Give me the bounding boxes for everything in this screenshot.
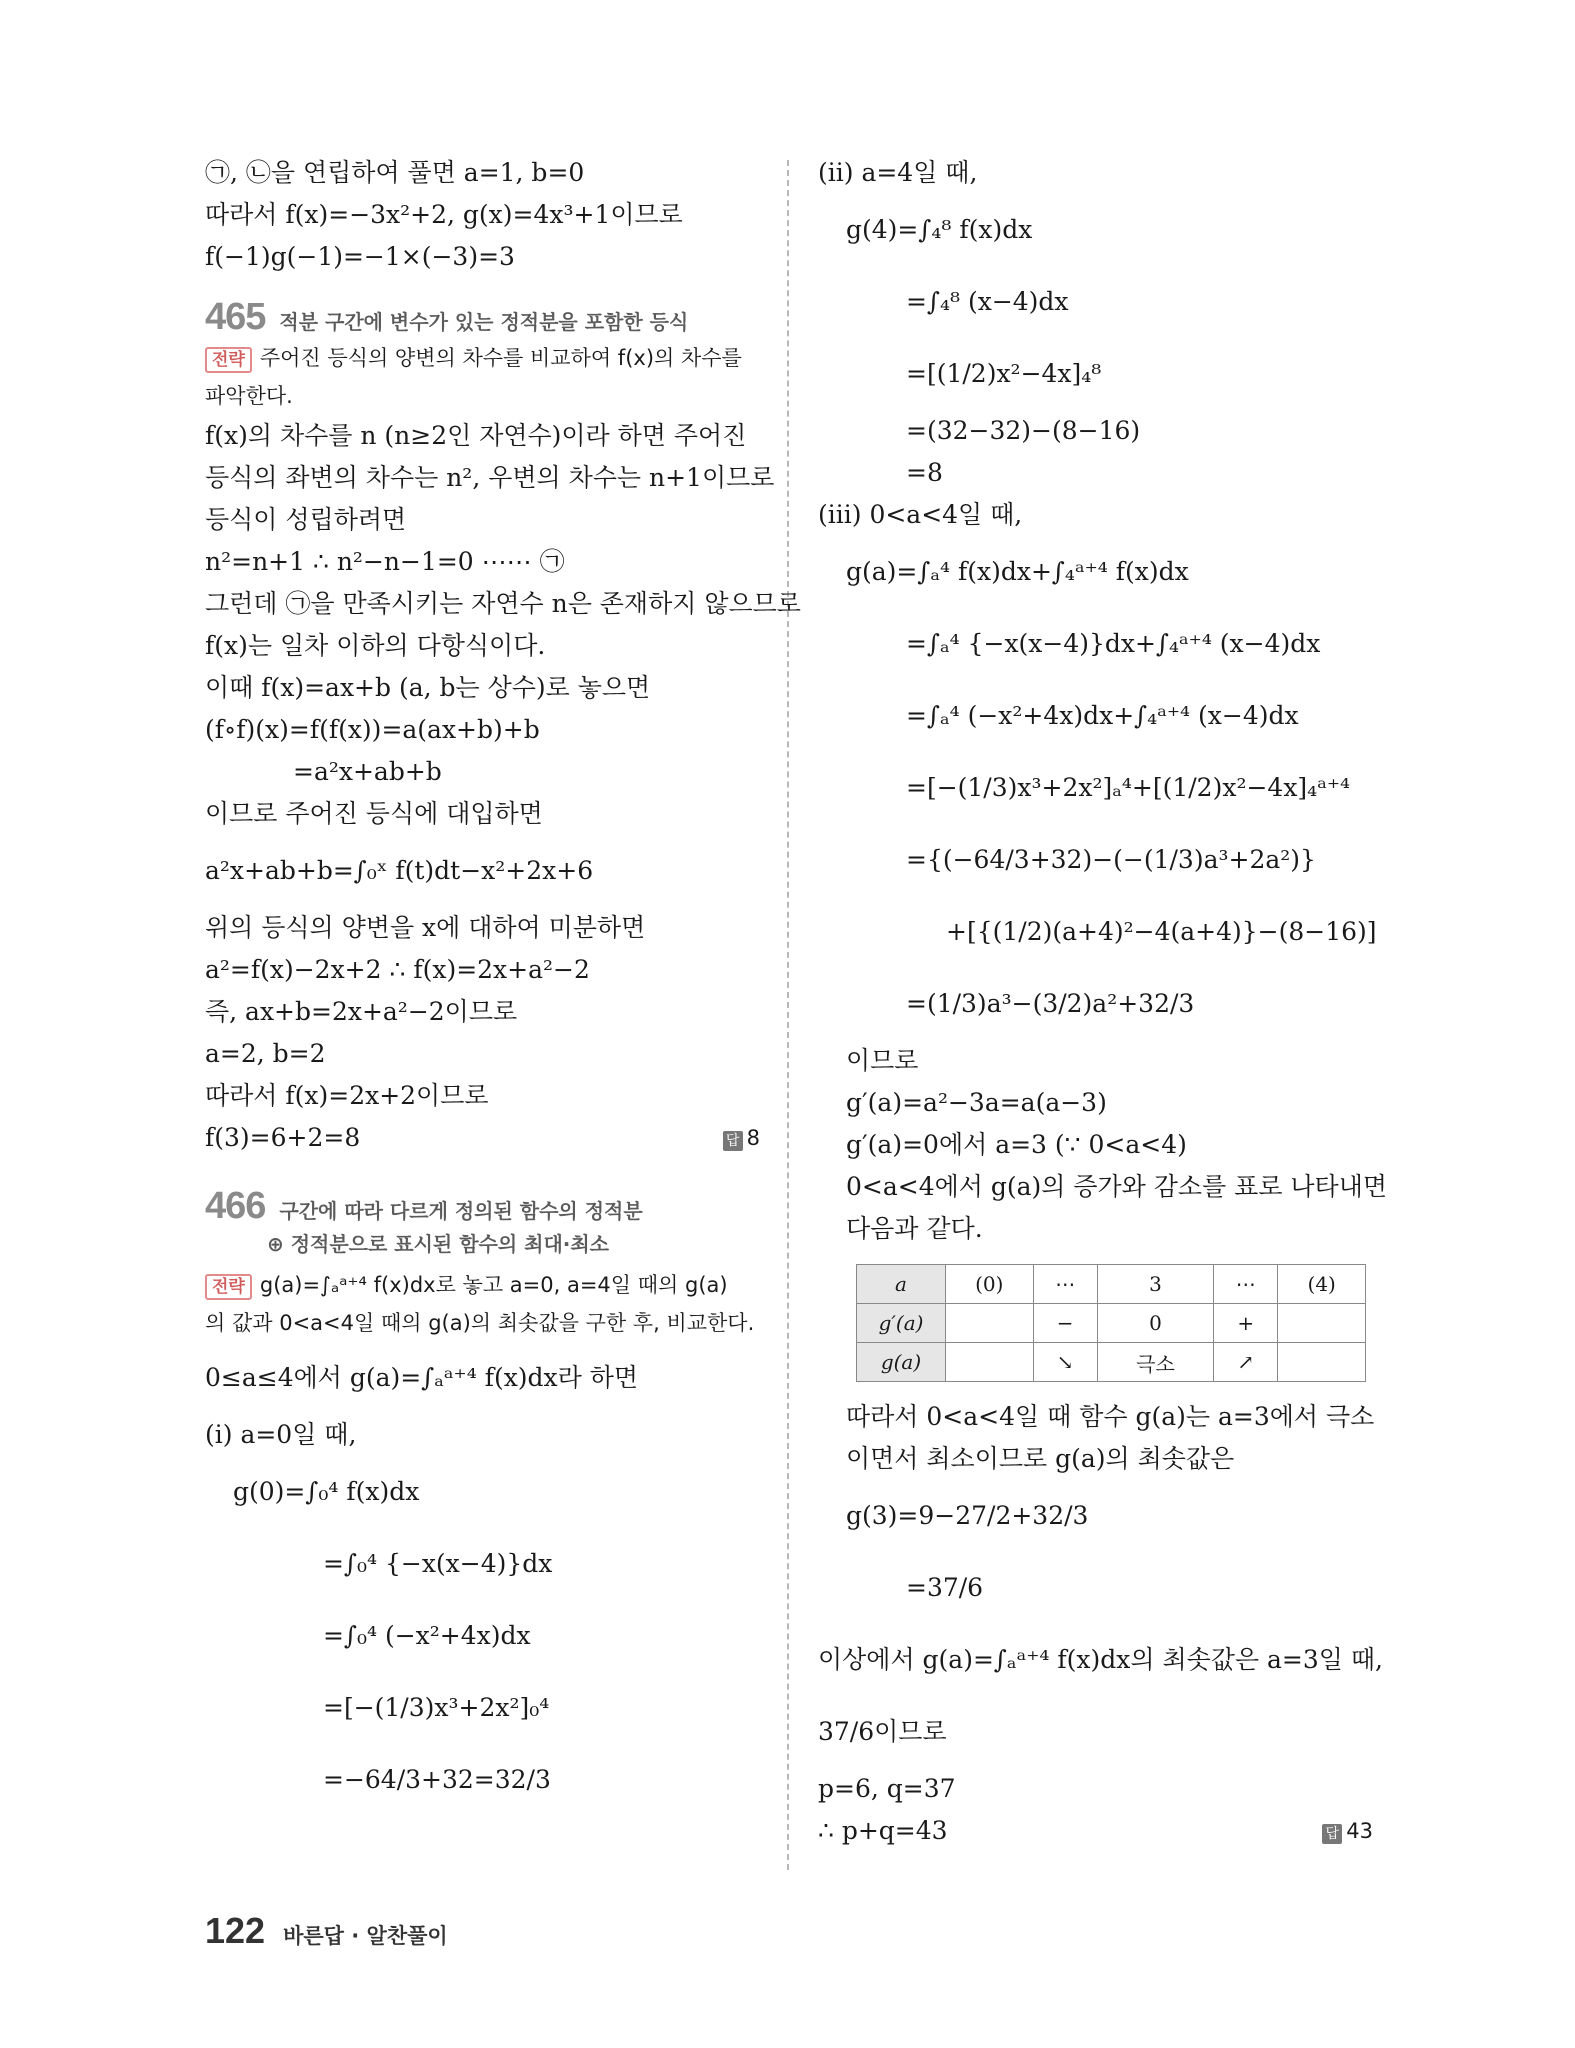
solution-line: (iii) 0<a<4일 때, <box>818 500 1023 529</box>
page-footer <box>205 1910 448 1952</box>
solution-line: =(1/3)a³−(3/2)a²+32/3 <box>906 989 1195 1018</box>
solution-line: =37/6 <box>906 1573 984 1602</box>
table-cell: a <box>857 1265 946 1304</box>
solution-line: a=2, b=2 <box>205 1039 326 1068</box>
solution-line: +[{(1/2)(a+4)²−4(a+4)}−(8−16)] <box>946 917 1377 946</box>
solution-line: =∫ₐ⁴ (−x²+4x)dx+∫₄ᵃ⁺⁴ (x−4)dx <box>906 701 1299 730</box>
problem-title: 적분 구간에 변수가 있는 정적분을 포함한 등식 <box>279 310 689 334</box>
solution-line: =∫₀⁴ {−x(x−4)}dx <box>323 1549 553 1578</box>
solution-line: =a²x+ab+b <box>293 757 442 786</box>
problem-465-header <box>205 296 760 339</box>
solution-line: =∫ₐ⁴ {−x(x−4)}dx+∫₄ᵃ⁺⁴ (x−4)dx <box>906 629 1321 658</box>
table-cell: 3 <box>1097 1265 1213 1304</box>
answer-465: 답 8 <box>723 1117 760 1159</box>
table-cell: + <box>1214 1304 1278 1343</box>
problem-number: 465 <box>205 296 266 338</box>
left-column <box>205 152 801 1816</box>
strategy-line-2: 의 값과 0<a<4일 때의 g(a)의 최솟값을 구한 후, 비교한다. <box>205 1311 755 1335</box>
problem-subtitle: ⊕ 정적분으로 표시된 함수의 최대·최소 <box>267 1232 610 1256</box>
strategy-badge: 전략 <box>205 347 252 373</box>
solution-line: =8 <box>906 458 943 487</box>
strategy-badge: 전략 <box>205 1274 252 1300</box>
table-cell: g(a) <box>857 1343 946 1382</box>
solution-line: g′(a)=0에서 a=3 (∵ 0<a<4) <box>846 1130 1187 1159</box>
solution-line: =[−(1/3)x³+2x²]₀⁴ <box>323 1693 550 1722</box>
table-cell: (4) <box>1278 1265 1366 1304</box>
solution-line: 이므로 <box>846 1046 919 1075</box>
solution-line: a²x+ab+b=∫₀ˣ f(t)dt−x²+2x+6 <box>205 856 594 885</box>
solution-line: =[(1/2)x²−4x]₄⁸ <box>906 359 1102 388</box>
problem-title: 구간에 따라 다르게 정의된 함수의 정적분 <box>279 1199 643 1223</box>
table-cell <box>946 1304 1034 1343</box>
solution-line: f(x)는 일차 이하의 다항식이다. <box>205 631 546 660</box>
solution-line: g(4)=∫₄⁸ f(x)dx <box>846 215 1033 244</box>
solution-line: =(32−32)−(8−16) <box>906 416 1141 445</box>
solution-line: 등식의 좌변의 차수는 n², 우변의 차수는 n+1이므로 <box>205 463 775 492</box>
solution-line-final: ∴ p+q=43 답 43 <box>818 1810 1373 1852</box>
solution-line: 등식이 성립하려면 <box>205 505 407 534</box>
solution-line: 위의 등식의 양변을 x에 대하여 미분하면 <box>205 913 646 942</box>
solution-line: 따라서 f(x)=2x+2이므로 <box>205 1081 489 1110</box>
solution-line: (ii) a=4일 때, <box>818 158 978 187</box>
solution-line: 따라서 0<a<4일 때 함수 g(a)는 a=3에서 극소 <box>846 1402 1375 1431</box>
solution-line: (f∘f)(x)=f(f(x))=a(ax+b)+b <box>205 715 540 744</box>
book-section-label: 바른답 · 알찬풀이 <box>283 1924 448 1948</box>
table-cell <box>1278 1304 1366 1343</box>
column-divider <box>787 160 789 1870</box>
solution-line: f(x)의 차수를 n (n≥2인 자연수)이라 하면 주어진 <box>205 421 747 450</box>
solution-line: 다음과 같다. <box>846 1214 983 1243</box>
solution-line: =∫₄⁸ (x−4)dx <box>906 287 1069 316</box>
solution-line: 즉, ax+b=2x+a²−2이므로 <box>205 997 518 1026</box>
table-cell: g′(a) <box>857 1304 946 1343</box>
solution-line: n²=n+1 ∴ n²−n−1=0 ⋯⋯ ㉠ <box>205 547 565 576</box>
table-cell: − <box>1033 1304 1097 1343</box>
problem-number: 466 <box>205 1185 266 1227</box>
strategy-line-2: 파악한다. <box>205 384 293 408</box>
strategy-line-1: 전략 주어진 등식의 양변의 차수를 비교하여 f(x)의 차수를 <box>205 339 760 377</box>
solution-line: 0<a<4에서 g(a)의 증가와 감소를 표로 나타내면 <box>846 1172 1388 1201</box>
page-number: 122 <box>205 1910 266 1951</box>
solution-line: p=6, q=37 <box>818 1774 956 1803</box>
solution-line: g(a)=∫ₐ⁴ f(x)dx+∫₄ᵃ⁺⁴ f(x)dx <box>846 557 1189 586</box>
solution-line: 그런데 ㉠을 만족시키는 자연수 n은 존재하지 않으므로 <box>205 589 801 618</box>
increase-decrease-table <box>856 1264 1366 1382</box>
answer-mark-icon: 답 <box>723 1131 743 1151</box>
table-cell: ↘ <box>1033 1343 1097 1382</box>
strategy-line-1: 전략 g(a)=∫ₐᵃ⁺⁴ f(x)dx로 놓고 a=0, a=4일 때의 g(a) <box>205 1266 760 1304</box>
table-cell <box>1278 1343 1366 1382</box>
table-cell: 0 <box>1097 1304 1213 1343</box>
solution-line: g(0)=∫₀⁴ f(x)dx <box>233 1477 420 1506</box>
solution-line: =−64/3+32=32/3 <box>323 1765 551 1794</box>
solution-line: 0≤a≤4에서 g(a)=∫ₐᵃ⁺⁴ f(x)dx라 하면 <box>205 1363 639 1392</box>
table-cell: ↗ <box>1214 1343 1278 1382</box>
table-row <box>857 1265 1366 1304</box>
table-cell: ⋯ <box>1033 1265 1097 1304</box>
solution-line: 이므로 주어진 등식에 대입하면 <box>205 799 543 828</box>
solution-line: g′(a)=a²−3a=a(a−3) <box>846 1088 1107 1117</box>
answer-mark-icon: 답 <box>1322 1824 1342 1844</box>
solution-line: g(3)=9−27/2+32/3 <box>846 1501 1089 1530</box>
table-row <box>857 1343 1366 1382</box>
solution-line: 이면서 최소이므로 g(a)의 최솟값은 <box>846 1444 1235 1473</box>
table-cell: 극소 <box>1097 1343 1213 1382</box>
problem-466-header <box>205 1185 760 1228</box>
solution-line: =∫₀⁴ (−x²+4x)dx <box>323 1621 531 1650</box>
solution-line: 이때 f(x)=ax+b (a, b는 상수)로 놓으면 <box>205 673 651 702</box>
solution-line: (i) a=0일 때, <box>205 1420 357 1449</box>
solution-line: =[−(1/3)x³+2x²]ₐ⁴+[(1/2)x²−4x]₄ᵃ⁺⁴ <box>906 773 1351 802</box>
intro-line-2: 따라서 f(x)=−3x²+2, g(x)=4x³+1이므로 <box>205 200 683 229</box>
solution-line: 37/6이므로 <box>818 1717 947 1746</box>
solution-line: a²=f(x)−2x+2 ∴ f(x)=2x+a²−2 <box>205 955 590 984</box>
table-row <box>857 1304 1366 1343</box>
table-cell <box>946 1343 1034 1382</box>
solution-line: ={(−64/3+32)−(−(1/3)a³+2a²)} <box>906 845 1316 874</box>
intro-line-1: ㉠, ㉡을 연립하여 풀면 a=1, b=0 <box>205 158 585 187</box>
right-column <box>818 152 1388 1852</box>
table-cell: (0) <box>946 1265 1034 1304</box>
solution-line-final: f(3)=6+2=8 답 8 <box>205 1117 760 1159</box>
table-cell: ⋯ <box>1214 1265 1278 1304</box>
solution-line: 이상에서 g(a)=∫ₐᵃ⁺⁴ f(x)dx의 최솟값은 a=3일 때, <box>818 1645 1383 1674</box>
answer-466: 답 43 <box>1322 1810 1373 1852</box>
intro-line-3: f(−1)g(−1)=−1×(−3)=3 <box>205 242 515 271</box>
